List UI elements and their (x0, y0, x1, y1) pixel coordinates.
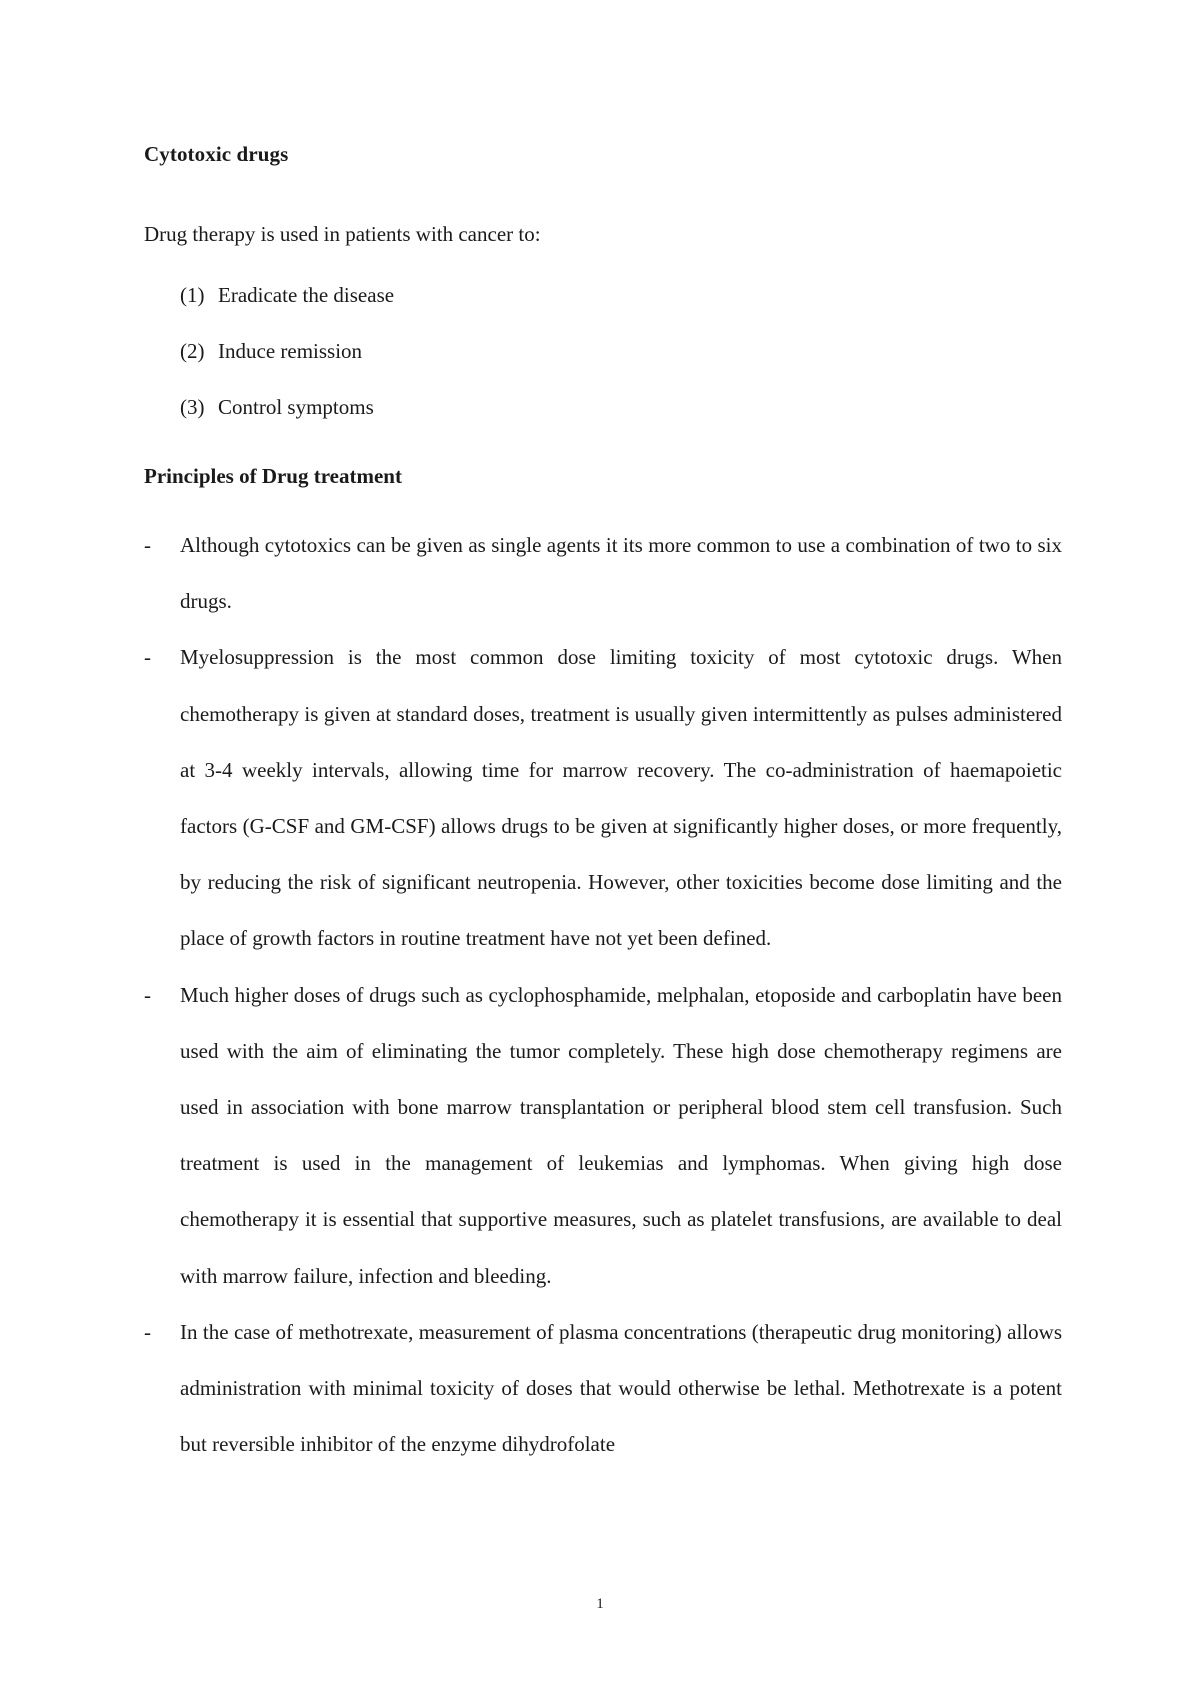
bullet-dash: - (144, 1319, 151, 1344)
bullet-dash: - (144, 982, 151, 1007)
goal-text: Eradicate the disease (218, 283, 395, 307)
goal-item (180, 392, 394, 448)
goal-item (180, 280, 394, 336)
goal-number: (1) (180, 283, 205, 307)
section-heading: Principles of Drug treatment (144, 464, 402, 488)
page-number: 1 (596, 1596, 604, 1612)
principle-text: Much higher doses of drugs such as cyclophosphamide, melphalan, etoposide and carboplatin have been used with the aim of eliminating the tumor completely. These high dose chemotherapy regimens are used in association with bone marrow transplantation or peripheral blood stem cell transfusion. Such treatment is used in the management of leukemias and lymphomas. When giving high dose chemotherapy it is essential that supportive measures, such as platelet transfusions, are available to deal with marrow failure, infection and bleeding. (180, 982, 1062, 1288)
goal-item (180, 336, 394, 392)
document-title: Cytotoxic drugs (144, 142, 289, 166)
principle-item (144, 967, 1062, 1304)
goal-number: (3) (180, 395, 205, 419)
intro-paragraph: Drug therapy is used in patients with cancer to: (144, 222, 541, 246)
principle-item (144, 517, 1062, 629)
goal-text: Control symptoms (218, 395, 374, 419)
goal-number: (2) (180, 339, 205, 363)
principle-text: Although cytotoxics can be given as single agents it its more common to use a combination of two to six drugs. (180, 533, 1062, 614)
principle-item (144, 1304, 1062, 1473)
principles-list (144, 517, 1062, 1472)
principle-text: Myelosuppression is the most common dose limiting toxicity of most cytotoxic drugs. When chemotherapy is given at standard doses, treatment is usually given intermittently as pulses administered at 3-4 weekly intervals, allowing time for marrow recovery. The co-administration of haemapoietic factors (G-CSF and GM-CSF) allows drugs to be given at significantly higher doses, or more frequently, by reducing the risk of significant neutropenia. However, other toxicities become dose limiting and the place of growth factors in routine treatment have not yet been defined. (180, 645, 1062, 951)
principle-item (144, 629, 1062, 966)
bullet-dash: - (144, 533, 151, 557)
goals-list (180, 280, 394, 448)
bullet-dash: - (144, 645, 151, 670)
principle-text: In the case of methotrexate, measurement of plasma concentrations (therapeutic drug monitoring) allows administration with minimal toxicity of doses that would otherwise be lethal. Methotrexate is a potent but reversible inhibitor of the enzyme dihydrofolate (180, 1319, 1062, 1457)
goal-text: Induce remission (218, 339, 363, 363)
